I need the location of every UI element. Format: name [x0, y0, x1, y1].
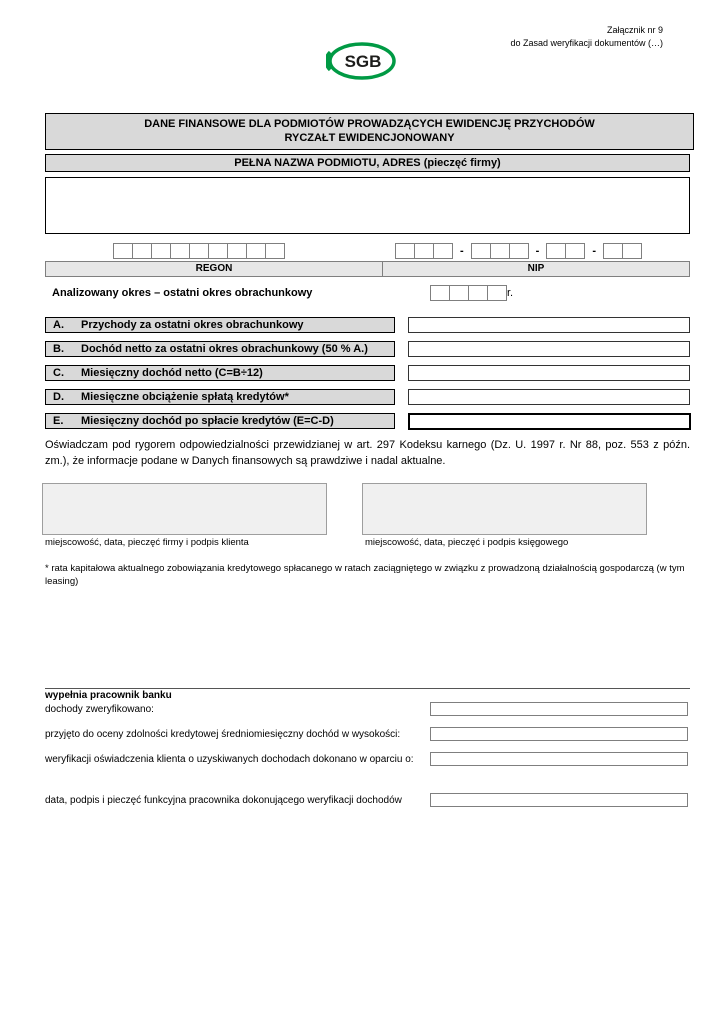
digit-cell[interactable]: [565, 243, 585, 259]
digit-cell[interactable]: [490, 243, 510, 259]
digit-cell[interactable]: [546, 243, 566, 259]
bank-section: [45, 688, 690, 807]
digit-cell[interactable]: [265, 243, 285, 259]
footnote-text: * rata kapitałowa aktualnego zobowiązania kredytowego spłacanego w ratach zaciągniętego w związku z prowadzoną działalnością gospodarczą (w tym leasing): [45, 563, 685, 588]
bank-item-label: data, podpis i pieczęć funkcyjna pracownika dokonującego weryfikacji dochodów: [45, 795, 402, 806]
declaration-text: Oświadczam pod rygorem odpowiedzialności przewidzianej w art. 297 Kodeksu karnego (Dz. U. 1997 r. Nr 88, poz. 553 z późn. zm.), że informacje podane w Danych finansowych są prawdziwe i nadal aktualne.: [45, 439, 690, 467]
digit-cell[interactable]: [414, 243, 434, 259]
row-letter: B.: [53, 343, 64, 355]
nip-separator: -: [460, 245, 464, 257]
row-label: Miesięczny dochód netto (C=B÷12): [81, 367, 263, 379]
digit-cell[interactable]: [113, 243, 133, 259]
bank-item-box[interactable]: [430, 702, 688, 716]
digit-cell[interactable]: [208, 243, 228, 259]
nip-separator: -: [592, 245, 597, 257]
digit-cell[interactable]: [471, 243, 491, 259]
bank-section-header: wypełnia pracownik banku: [45, 688, 690, 702]
nip-cells: [395, 243, 642, 259]
digit-cell[interactable]: [468, 285, 488, 301]
digit-cell[interactable]: [449, 285, 469, 301]
finance-row: [45, 413, 690, 429]
bank-item: [45, 727, 690, 741]
nip-cell-group: [471, 243, 529, 259]
client-signature-caption: miejscowość, data, pieczęć firmy i podpis klienta: [45, 537, 249, 548]
bank-item: [45, 793, 690, 807]
digit-cell[interactable]: [487, 285, 507, 301]
row-label: Dochód netto za ostatni okres obrachunkowy (50 % A.): [81, 343, 368, 355]
identifier-labels: [45, 261, 690, 277]
row-letter: A.: [53, 319, 64, 331]
period-label: Analizowany okres – ostatni okres obrachunkowy: [52, 287, 313, 299]
digit-cell[interactable]: [603, 243, 623, 259]
finance-row: [45, 389, 690, 405]
row-value-box[interactable]: [408, 413, 691, 430]
digit-cell[interactable]: [170, 243, 190, 259]
row-label: Miesięczny dochód po spłacie kredytów (E=C-D): [81, 415, 334, 427]
identifier-cells-row: [45, 243, 690, 259]
year-cells: [430, 285, 507, 301]
bank-item-box[interactable]: [430, 793, 688, 807]
nip-separator: -: [535, 245, 540, 257]
nip-cell-group: [603, 243, 642, 259]
accountant-signature-caption: miejscowość, data, pieczęć i podpis księgowego: [365, 537, 569, 548]
sgb-logo-text: SGB: [344, 52, 382, 71]
digit-cell[interactable]: [433, 243, 453, 259]
row-value-box[interactable]: [408, 317, 690, 333]
row-label-box: [45, 365, 395, 381]
digit-cell[interactable]: [622, 243, 642, 259]
attachment-note: [510, 24, 663, 50]
company-name-box[interactable]: [45, 177, 690, 234]
digit-cell[interactable]: [189, 243, 209, 259]
attachment-line2: do Zasad weryfikacji dokumentów (…): [510, 38, 663, 49]
row-label-box: [45, 317, 395, 333]
form-title-line2: RYCZAŁT EWIDENCJONOWANY: [284, 132, 455, 145]
nip-cell-group: [395, 243, 453, 259]
row-label-box: [45, 389, 395, 405]
row-letter: D.: [53, 391, 64, 403]
bank-item: [45, 702, 690, 716]
finance-row: [45, 365, 690, 381]
bank-item-label: przyjęto do oceny zdolności kredytowej średniomiesięczny dochód w wysokości:: [45, 729, 401, 740]
digit-cell[interactable]: [509, 243, 529, 259]
accountant-signature-box[interactable]: [362, 483, 647, 535]
digit-cell[interactable]: [395, 243, 415, 259]
row-value-box[interactable]: [408, 365, 690, 381]
bank-item-label: dochody zweryfikowano:: [45, 704, 154, 715]
form-title: [45, 113, 694, 150]
row-value-box[interactable]: [408, 341, 690, 357]
bank-item-box[interactable]: [430, 752, 688, 766]
digit-cell[interactable]: [151, 243, 171, 259]
sgb-logo: [326, 40, 398, 87]
period-row: [52, 287, 692, 303]
row-letter: E.: [53, 415, 64, 427]
row-letter: C.: [53, 367, 64, 379]
year-suffix: r.: [507, 287, 514, 299]
bank-item-label: weryfikacji oświadczenia klienta o uzyskiwanych dochodach dokonano w oparciu o:: [45, 754, 414, 765]
row-value-box[interactable]: [408, 389, 690, 405]
row-label: Przychody za ostatni okres obrachunkowy: [81, 319, 304, 331]
row-label: Miesięczne obciążenie spłatą kredytów*: [81, 391, 289, 403]
bank-item-box[interactable]: [430, 727, 688, 741]
nip-cell-group: [546, 243, 585, 259]
digit-cell[interactable]: [246, 243, 266, 259]
digit-cell[interactable]: [430, 285, 450, 301]
finance-rows: [45, 317, 690, 437]
regon-label: REGON: [195, 263, 233, 274]
row-label-box: [45, 341, 395, 357]
digit-cell[interactable]: [227, 243, 247, 259]
finance-row: [45, 341, 690, 357]
attachment-line1: Załącznik nr 9: [606, 25, 663, 35]
form-subtitle: PEŁNA NAZWA PODMIOTU, ADRES (pieczęć firmy): [45, 154, 690, 172]
nip-label: NIP: [382, 262, 689, 276]
row-label-box: [45, 413, 395, 429]
form-title-line1: DANE FINANSOWE DLA PODMIOTÓW PROWADZĄCYCH EWIDENCJĘ PRZYCHODÓW: [144, 118, 595, 130]
finance-row: [45, 317, 690, 333]
digit-cell[interactable]: [132, 243, 152, 259]
bank-items: [45, 702, 690, 807]
regon-cells: [113, 243, 285, 259]
bank-item: [45, 752, 690, 766]
client-signature-box[interactable]: [42, 483, 327, 535]
